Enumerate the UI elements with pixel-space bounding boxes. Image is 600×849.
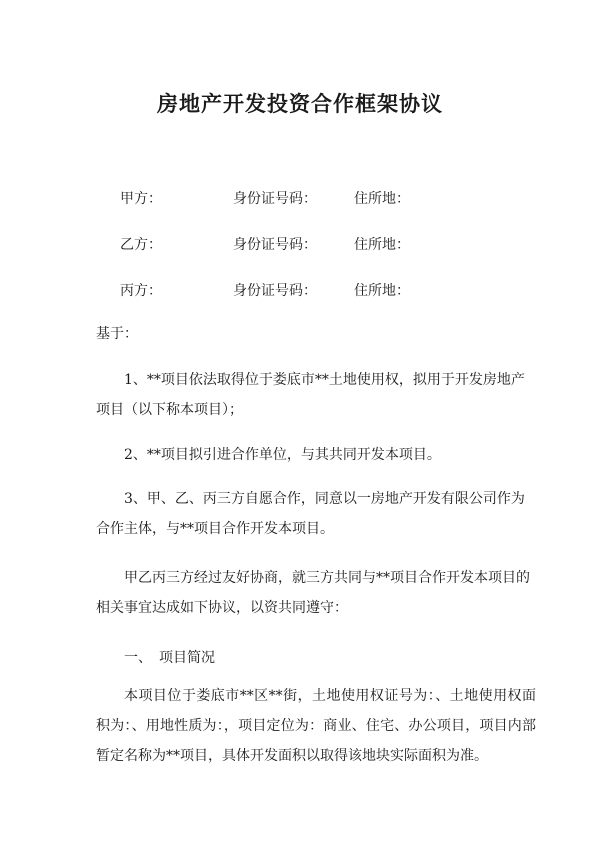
party-b-label: 乙方： xyxy=(120,237,162,253)
clause-2: 2、**项目拟引进合作单位，与其共同开发本项目。 xyxy=(124,447,441,463)
party-c-id-label: 身份证号码： xyxy=(233,283,317,299)
party-c-address-label: 住所地： xyxy=(354,283,410,299)
section-1-body: 本项目位于娄底市**区**街，土地使用权证号为：、土地使用权面积为：、用地性质为：，项目定位为：商业、住宅、办公项目，项目内部暂定名称为**项目，具体开发面积以取得该地块实际面积为准。 xyxy=(96,688,536,764)
basis-label: 基于： xyxy=(96,326,138,342)
document-title: 房地产开发投资合作框架协议 xyxy=(157,92,443,116)
clause-1: 1、**项目依法取得位于娄底市**土地使用权，拟用于开发房地产项目（以下称本项目）； xyxy=(96,372,525,418)
party-a-address-label: 住所地： xyxy=(354,191,410,207)
party-b-id-label: 身份证号码： xyxy=(233,237,317,253)
section-1-heading: 一、 项目简况 xyxy=(124,650,215,666)
clause-3: 3、甲、乙、丙三方自愿合作，同意以一房地产开发有限公司作为合作主体，与**项目合作开发本项目。 xyxy=(96,491,525,537)
party-c-label: 丙方： xyxy=(120,283,162,299)
party-a-label: 甲方： xyxy=(120,191,162,207)
party-a-id-label: 身份证号码： xyxy=(233,191,317,207)
party-b-address-label: 住所地： xyxy=(354,237,410,253)
agreement-intro: 甲乙丙三方经过友好协商，就三方共同与**项目合作开发本项目的相关事宜达成如下协议，以资共同遵守： xyxy=(96,570,530,616)
